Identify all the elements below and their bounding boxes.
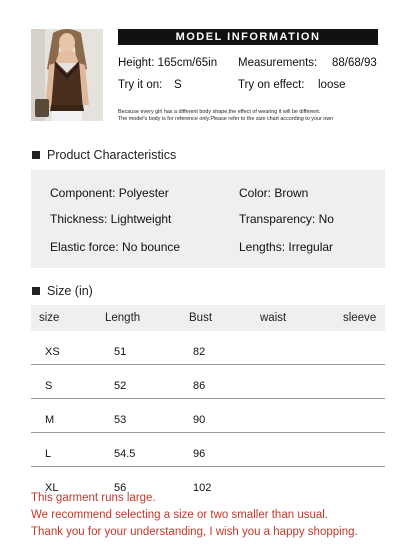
square-bullet-icon <box>32 151 40 159</box>
square-bullet-icon <box>32 287 40 295</box>
characteristic-lengths: Lengths: Irregular <box>239 240 334 254</box>
cell-bust: 82 <box>193 346 206 358</box>
table-row <box>31 339 385 365</box>
size-table-header <box>31 305 385 331</box>
cell-bust: 96 <box>193 448 206 460</box>
try-it-on-label: Try it on: <box>118 79 163 91</box>
cell-size: L <box>45 448 52 460</box>
cell-size: XS <box>45 346 60 358</box>
size-title: Size (in) <box>47 284 93 298</box>
cell-length: 54.5 <box>114 448 136 460</box>
try-on-effect-value: loose <box>318 79 346 91</box>
size-heading <box>32 284 93 298</box>
product-characteristics-title: Product Characteristics <box>47 148 177 162</box>
cell-size: S <box>45 380 53 392</box>
characteristic-component: Component: Polyester <box>50 186 169 200</box>
cell-length: 51 <box>114 346 127 358</box>
header-bust: Bust <box>189 312 213 324</box>
characteristic-thickness: Thickness: Lightweight <box>50 212 172 226</box>
header-waist: waist <box>260 312 287 324</box>
model-note-line-1: Because every girl has a different body shape,the effect of wearing it will be different. <box>118 109 321 115</box>
model-measurements-label: Measurements: <box>238 57 318 69</box>
cell-bust: 90 <box>193 414 206 426</box>
table-row <box>31 407 385 433</box>
characteristic-color: Color: Brown <box>239 186 309 200</box>
cell-length: 56 <box>114 482 127 494</box>
size-table <box>31 305 385 501</box>
cell-bust: 86 <box>193 380 206 392</box>
model-information-title: MODEL INFORMATION <box>175 31 321 43</box>
model-note-line-2: The model's body is for reference only.Please refer to the size chart according to your own <box>118 116 334 122</box>
cell-size: M <box>45 414 55 426</box>
header-sleeve: sleeve <box>343 312 377 324</box>
cell-length: 52 <box>114 380 127 392</box>
header-length: Length <box>105 312 141 324</box>
characteristic-elastic: Elastic force: No bounce <box>50 240 181 254</box>
model-photo-illustration <box>31 29 103 121</box>
try-it-on-value: S <box>174 79 182 91</box>
cell-length: 53 <box>114 414 127 426</box>
cell-size: XL <box>45 482 59 494</box>
try-on-effect-label: Try on effect: <box>238 79 305 91</box>
header-size: size <box>39 312 60 324</box>
table-row <box>31 373 385 399</box>
model-information-banner <box>118 29 378 45</box>
note-runs-large: This garment runs large. <box>31 492 156 504</box>
model-measurements-value: 88/68/93 <box>332 57 377 69</box>
model-height: Height: 165cm/65in <box>118 57 218 69</box>
model-photo <box>31 29 103 121</box>
product-characteristics-heading <box>32 148 176 162</box>
characteristics-panel <box>31 170 385 268</box>
note-recommend-smaller: We recommend selecting a size or two smaller than usual. <box>31 509 329 521</box>
characteristic-transparency: Transparency: No <box>239 212 334 226</box>
table-row <box>31 441 385 467</box>
note-thank-you: Thank you for your understanding, I wish you a happy shopping. <box>31 526 358 538</box>
cell-bust: 102 <box>193 482 212 494</box>
